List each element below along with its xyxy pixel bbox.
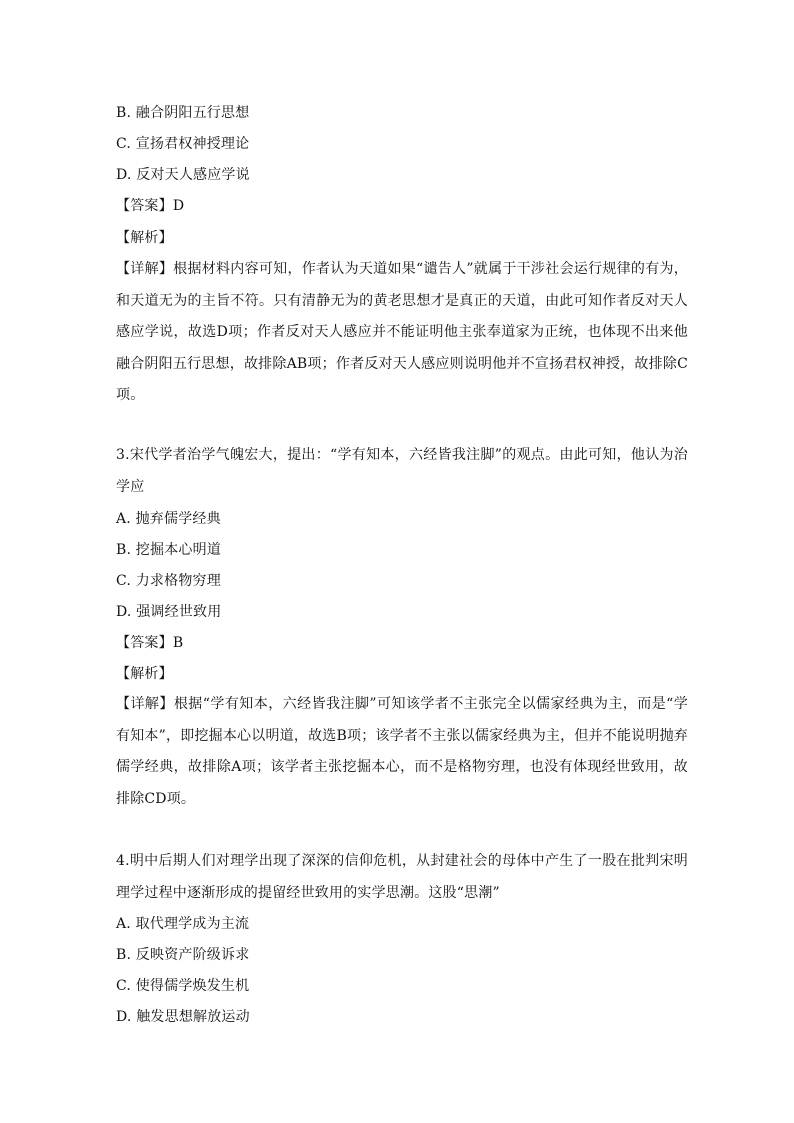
detail-text: 根据“学有知本，六经皆我注脚”可知该学者不主张完全以儒家经典为主，而是“学有知本”，即挖掘本心以明道，故选B项；该学者不主张以儒家经典为主，但并不能说明抛弃儒学经典，故排除A项；该学者主张挖掘本心，而不是格物穷理，也没有体现经世致用，故排除CD项。 — [116, 696, 688, 807]
answer-label: 【答案】 — [116, 198, 173, 214]
q4-option-b: B. 反映资产阶级诉求 — [116, 947, 250, 963]
q2-option-c: C. 宣扬君权神授理论 — [116, 136, 250, 152]
answer-value: D — [172, 198, 185, 214]
q3-option-c: C. 力求格物穷理 — [116, 573, 221, 589]
answer-label: 【答案】 — [116, 635, 173, 651]
q3-option-b: B. 挖掘本心明道 — [116, 542, 221, 558]
detail-label: 【详解】 — [116, 696, 174, 712]
q3-analysis-label: 【解析】 — [116, 666, 173, 682]
q4-option-a: A. 取代理学成为主流 — [116, 916, 250, 932]
q3-option-d: D. 强调经世致用 — [116, 604, 222, 620]
q3-option-a: A. 抛弃儒学经典 — [116, 511, 221, 527]
q3-answer — [116, 633, 183, 653]
answer-value: B — [172, 635, 184, 651]
q2-detail — [116, 254, 688, 412]
q2-answer — [116, 196, 184, 216]
q3-stem: 3.宋代学者治学气魄宏大，提出：“学有知本，六经皆我注脚”的观点。由此可知，他认为治学应 — [116, 447, 688, 495]
q4-stem: 4.明中后期人们对理学出现了深深的信仰危机，从封建社会的母体中产生了一股在批判宋明理学过程中逐渐形成的提留经世致用的实学思潮。这股“思潮” — [116, 853, 688, 901]
q2-option-d: D. 反对天人感应学说 — [116, 167, 250, 183]
q2-option-b: B. 融合阴阳五行思想 — [116, 105, 250, 121]
q4-option-d: D. 触发思想解放运动 — [116, 1009, 250, 1025]
q4-option-c: C. 使得儒学焕发生机 — [116, 978, 250, 994]
q3-detail — [116, 689, 688, 815]
q2-analysis-label: 【解析】 — [116, 230, 173, 246]
detail-text: 根据材料内容可知，作者认为天道如果“谴告人”就属于干涉社会运行规律的有为，和天道无为的主旨不符。只有清静无为的黄老思想才是真正的天道，由此可知作者反对天人感应学说，故选D项；作者反对天人感应并不能证明他主张奉道家为正统，也体现不出来他融合阴阳五行思想，故排除AB项；作者反对天人感应则说明他并不宣扬君权神授，故排除C项。 — [116, 261, 688, 404]
detail-label: 【详解】 — [116, 261, 174, 277]
